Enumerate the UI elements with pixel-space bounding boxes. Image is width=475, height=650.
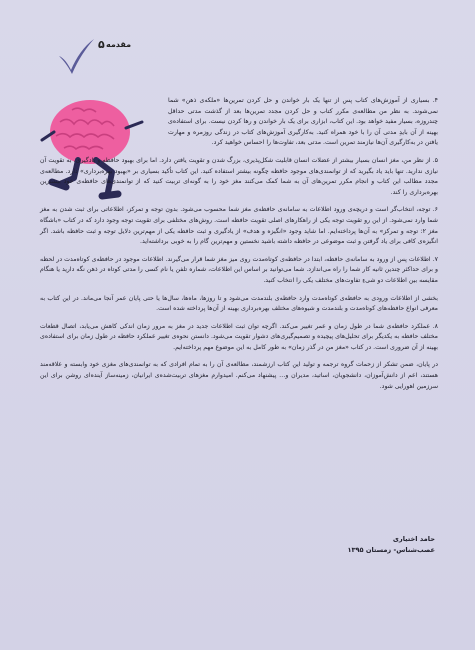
paragraph: ۸. عملکرد حافظه‌ی شما در طول زمان و عمر تغییر می‌کند. اگرچه توان ثبت اطلاعات جدید در مغز به مرور زمان اندکی کاهش می‌یابد، اتصال قطعات مختلف حافظه به یکدیگر برای تحلیل‌های پیچیده و تصمیم‌گیری‌های دشوار تقویت می‌شود. دانستن نحوه‌ی تغییر عملکرد حافظه در طول زمان برای استفاده‌ی بهینه از آن ضروری است. در کتاب «مغز من در گذر زمان» به طور کامل به این موضوع مهم پرداخته‌ایم.	[40, 322, 438, 351]
paragraph: ۴. بسیاری از آموزش‌های کتاب پس از تنها یک بار خواندن و حل کردن تمرین‌ها «ملکه‌ی ذهن» شما نمی‌شوند. به نظر من مطالعه‌ی مکرر کتاب و حل کردن مجدد تمرین‌ها بعد از گذشت مدتی حداقل چندروزه، بسیار مفید خواهد بود. این کتاب، ابزاری برای یک بار خواندن و رها کردن نیست. برای استفاده‌ی بهینه از آن بایدِ مدتی آن را با خود همراه کنید. به‌کارگیری آموزش‌های کتاب در زندگی روزمره و مهارت یافتن در به‌کارگیری آن‌ها نیازمند تمرین است. مدتی بعد، تفاوت‌ها را احساس خواهید کرد.	[168, 97, 438, 147]
body-text	[40, 96, 438, 399]
paragraph: ۵. از نظر من، مغز انسان بسیار بیشتر از عضلات انسان قابلیت شکل‌پذیری، بزرگ شدن و تقویت یافتن دارد. اما برای بهبود حافظه و یادگیری، به تقویت آن نیازی ندارید. تنها باید یاد بگیرید که از توانمندی‌های موجود حافظه چگونه بیشتر استفاده کنید. این کتاب تأکید بسیاری بر «بهبود بهره‌برداری» دارد. مطالعه‌ی مجدد مطالب این کتاب و انجام مکرر تمرین‌های آن به شما کمک می‌کنند مغز خود را به گونه‌ای تربیت کنید که از توانمندی‌های حافظه‌ی خود بیشترین بهره‌برداری را کند.	[40, 156, 438, 196]
paragraph: در پایان، ضمن تشکر از زحمات گروه ترجمه و تولید این کتاب ارزشمند، مطالعه‌ی آن را به تمام افرادی که به توانمندی‌های مغزی خود وابسته و علاقه‌مند هستند، اعم از دانش‌آموزان، دانشجویان، اساتید، مدیران و… پیشنهاد می‌کنم. امیدوارم مغزهای تربیت‌شده‌ی ایرانیان، زمینه‌ساز آینده‌ای روشن برای این سرزمین اهورایی شود.	[40, 361, 438, 390]
page-header	[48, 30, 158, 70]
paragraph: ۷. اطلاعات پس از ورود به سامانه‌ی حافظه، ابتدا در حافظه‌ی کوتاه‌مدت روی میز مغز شما قرار می‌گیرند. اطلاعات موجود در حافظه‌ی کوتاه‌مدت در لحظه و برای حداکثر چندین ثانیه کار شما را راه می‌اندازد. شما می‌توانید بر اساس این اطلاعات، شماره تلفن یا نام کسی را مدتی کوتاه در ذهن نگه دارید یا هنگام مقایسه بین اطلاعات دو شیءِ تفاوت‌های مختلف یکی را انتخاب کنید.	[40, 255, 438, 284]
author-name: حامد اختیاری	[392, 535, 435, 543]
author-signature	[347, 534, 435, 556]
paragraph: ۶. توجه، انتخاب‌گر است و دریچه‌ی ورود اطلاعات به سامانه‌ی حافظه‌ی مغز شما محسوب می‌شود. بدون توجه و تمرکز، اطلاعاتی برای ثبت شدن به مغز شما وارد نمی‌شود. از این رو تقویت توجه یکی از راهکارهای اصلی تقویت حافظه است. روش‌های مختلفی برای تقویت توجه وجود دارد که در کتاب «باشگاه مغز ۲: توجه و تمرکز» به آن‌ها پرداخته‌ایم. اما شاید وجود «انگیزه و هدف» از یادگیری و ثبت حافظه یکی از مهم‌ترین دلایل توجه و ثبت حافظه باشد. اگر انگیزه‌ی کافی برای یاد گرفتن و ثبت موضوعی در حافظه داشته باشید نخستین و مهم‌ترین گام را به خوبی برداشته‌اید.	[40, 206, 438, 246]
paragraph: بخشی از اطلاعات ورودی به حافظه‌ی کوتاه‌مدت وارد حافظه‌ی بلندمدت می‌شود و تا روزها، ماه‌ها، سال‌ها یا حتی پایان عمر آنجا می‌ماند. در این کتاب به معرفی انواع حافظه‌های کوتاه‌مدت و بلندمدت و شیوه‌های مختلف بهره‌برداری بهینه از آن‌ها پرداخته شده است.	[40, 294, 438, 313]
author-title-date: عصب‌شناس- زمستان ۱۳۹۵	[347, 546, 435, 554]
checkmark-icon	[56, 36, 96, 76]
page-number: ۵	[98, 38, 105, 51]
section-label: مقدمه	[106, 40, 132, 49]
